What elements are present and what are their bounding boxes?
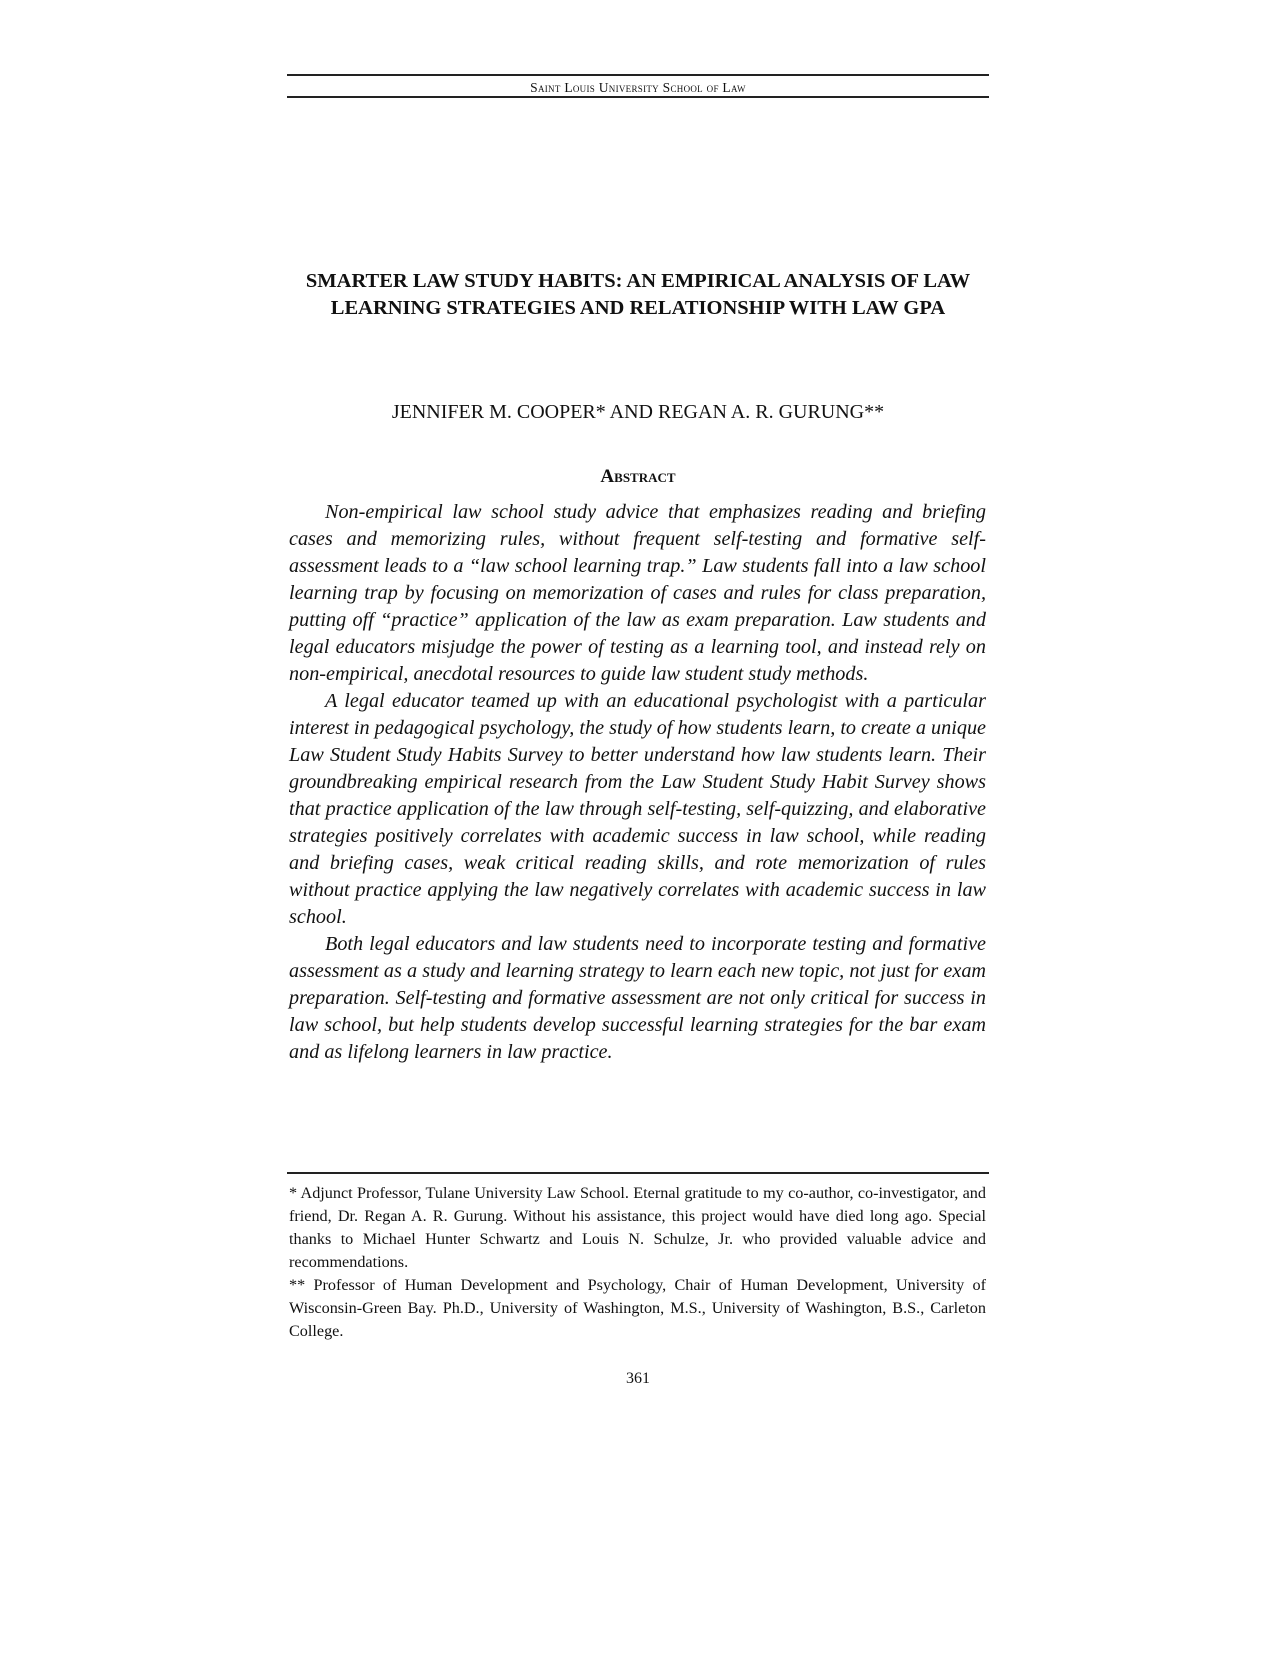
abstract-paragraph: Both legal educators and law students need to incorporate testing and formative assessment as a study and learning strategy to learn each new topic, not just for exam preparation. Self-testing and formative assessment are not only critical for success in law school, but help students develop successful learning strategies for the bar exam and as lifelong learners in law practice. xyxy=(289,933,986,1063)
article-authors: JENNIFER M. COOPER* AND REGAN A. R. GURUNG** xyxy=(391,401,885,423)
footnote-first-author: * Adjunct Professor, Tulane University Law School. Eternal gratitude to my co-author, co-investigator, and friend, Dr. Regan A. R. Gurung. Without his assistance, this project would have died long ago. Special thanks to Michael Hunter Schwartz and Louis N. Schulze, Jr. who provided valuable advice and recommendations. xyxy=(289,1184,986,1271)
article-title: SMARTER LAW STUDY HABITS: AN EMPIRICAL ANALYSIS OF LAW LEARNING STRATEGIES AND RELATIONSHIP WITH LAW GPA xyxy=(305,270,971,319)
abstract-paragraph: Non-empirical law school study advice that emphasizes reading and briefing cases and memorizing rules, without frequent self-testing and formative self-assessment leads to a “law school learning trap.” Law students fall into a law school learning trap by focusing on memorization of cases and rules for class preparation, putting off “practice” application of the law as exam preparation. Law students and legal educators misjudge the power of testing as a learning tool, and instead rely on non-empirical, anecdotal resources to guide law student study methods. xyxy=(289,501,986,685)
footnotes xyxy=(289,1182,986,1343)
abstract-paragraph: A legal educator teamed up with an educational psychologist with a particular interest in pedagogical psychology, the study of how students learn, to create a unique Law Student Study Habits Survey to better understand how law students learn. Their groundbreaking empirical research from the Law Student Study Habit Survey shows that practice application of the law through self-testing, self-quizzing, and elaborative strategies positively correlates with academic success in law school, while reading and briefing cases, weak critical reading skills, and rote memorization of rules without practice applying the law negatively correlates with academic success in law school. xyxy=(289,690,986,928)
footnote-divider xyxy=(287,1172,989,1174)
abstract-heading: Abstract xyxy=(600,466,676,487)
running-header xyxy=(287,74,989,98)
running-header-title: Saint Louis University School of Law xyxy=(530,80,746,95)
footnote-second-author: ** Professor of Human Development and Psychology, Chair of Human Development, University of Wisconsin-Green Bay. Ph.D., University of Washington, M.S., University of Washington, B.S., Carleton College. xyxy=(289,1276,986,1340)
page-number: 361 xyxy=(626,1370,650,1387)
abstract-body xyxy=(289,499,986,1066)
